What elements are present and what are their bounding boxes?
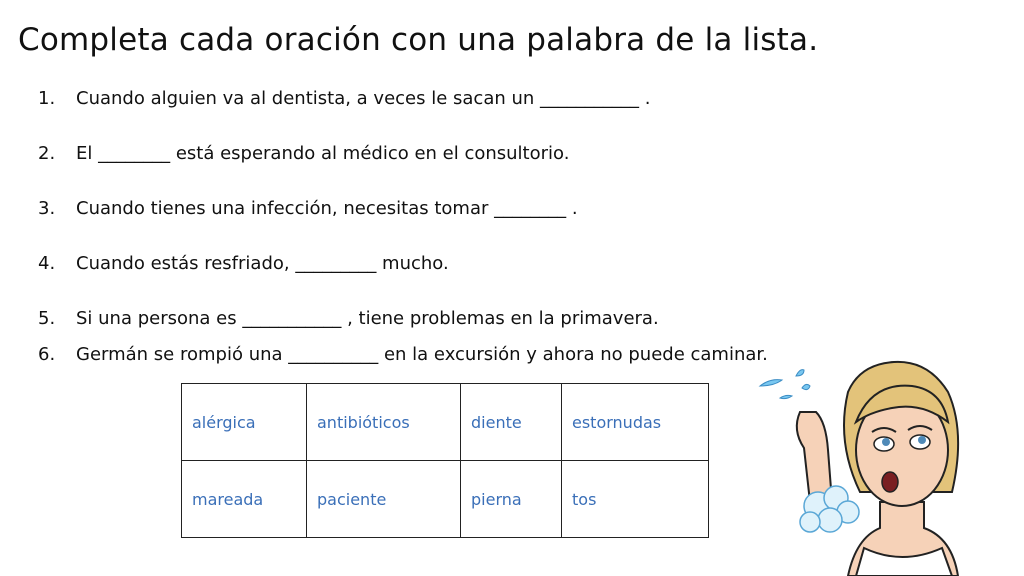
word-bank-table (181, 383, 709, 538)
word-bank-cell: alérgica (182, 384, 307, 461)
word-bank-cell: tos (562, 461, 709, 538)
sneezing-woman-illustration (752, 352, 1024, 576)
sentence-item-2 (38, 143, 569, 164)
word-bank-cell: mareada (182, 461, 307, 538)
sentence-text: Cuando estás resfriado, _________ mucho. (76, 253, 449, 274)
sentence-item-5 (38, 308, 659, 329)
sentence-text: Cuando tienes una infección, necesitas tomar ________ . (76, 198, 578, 219)
page-title: Completa cada oración con una palabra de la lista. (18, 22, 819, 58)
word-bank-row (182, 384, 709, 461)
word-bank-cell: paciente (307, 461, 461, 538)
sentence-item-6 (38, 344, 768, 365)
word-bank-cell: antibióticos (307, 384, 461, 461)
word-bank-cell: pierna (461, 461, 562, 538)
droplets-icon (760, 370, 810, 399)
sentence-number: 4. (38, 253, 56, 274)
sentence-item-4 (38, 253, 449, 274)
sentence-number: 2. (38, 143, 56, 164)
sentence-number: 3. (38, 198, 56, 219)
sentence-number: 6. (38, 344, 56, 365)
sentence-text: Si una persona es ___________ , tiene problemas en la primavera. (76, 308, 659, 329)
sentence-text: El ________ está esperando al médico en el consultorio. (76, 143, 570, 164)
sentence-text: Germán se rompió una __________ en la excursión y ahora no puede caminar. (76, 344, 768, 365)
sentence-text: Cuando alguien va al dentista, a veces le sacan un ___________ . (76, 88, 651, 109)
word-bank-row (182, 461, 709, 538)
sentence-item-3 (38, 198, 578, 219)
word-bank-cell: estornudas (562, 384, 709, 461)
sentence-number: 5. (38, 308, 56, 329)
sentence-number: 1. (38, 88, 56, 109)
word-bank-cell: diente (461, 384, 562, 461)
sentence-item-1 (38, 88, 650, 109)
